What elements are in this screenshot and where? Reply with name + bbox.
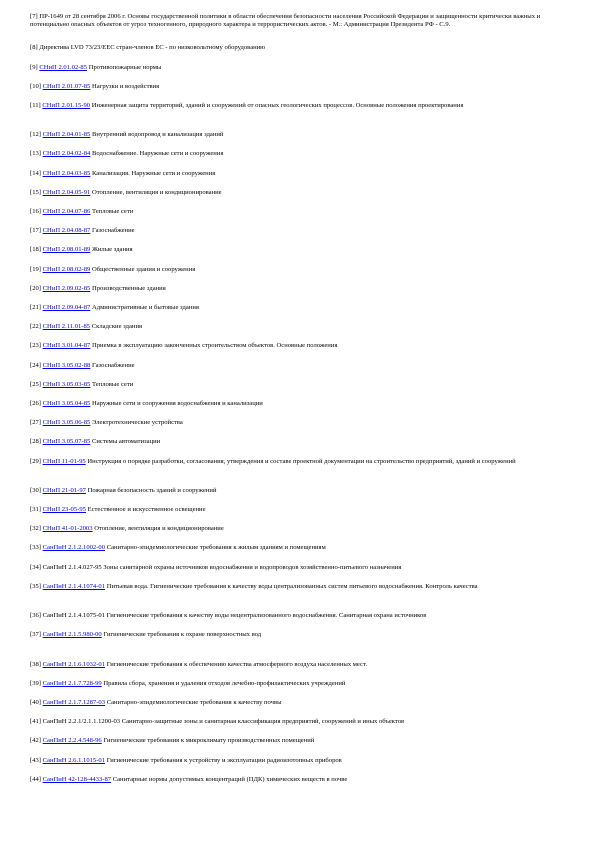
reference-number: [19] bbox=[30, 265, 41, 273]
reference-number: [30] bbox=[30, 486, 41, 494]
reference-text: СанПиН 2.1.4.027-95 Зоны санитарной охраны источников водоснабжения и водопроводов хозяйственно-питьевого назначения bbox=[42, 563, 402, 571]
reference-number: [17] bbox=[30, 227, 41, 235]
reference-item bbox=[30, 170, 570, 178]
reference-code-link[interactable]: СНиП 3.05.03-85 bbox=[42, 380, 91, 388]
reference-number: [29] bbox=[30, 457, 41, 465]
reference-number: [40] bbox=[30, 698, 41, 706]
reference-text: Водоснабжение. Наружные сети и сооружения bbox=[91, 150, 224, 158]
reference-number: [18] bbox=[30, 246, 41, 254]
reference-item bbox=[30, 246, 570, 254]
reference-item bbox=[30, 381, 570, 389]
reference-text: Инженерная защита территорий, зданий и сооружений от опасных геологических процессов. Основные положения проектирования bbox=[91, 102, 464, 110]
reference-item bbox=[30, 583, 570, 591]
reference-number: [38] bbox=[30, 660, 41, 668]
reference-number: [23] bbox=[30, 342, 41, 350]
reference-code-link[interactable]: СНиП 2.01.02-85 bbox=[39, 63, 88, 71]
reference-number: [10] bbox=[30, 82, 41, 90]
reference-text: Санитарные нормы допустимых концентраций (ПДК) химических веществ в почве bbox=[112, 775, 348, 783]
reference-item bbox=[30, 400, 570, 408]
reference-text: Противопожарные нормы bbox=[88, 63, 162, 71]
reference-text: Электротехнические устройства bbox=[91, 419, 183, 427]
reference-number: [12] bbox=[30, 131, 41, 139]
reference-number: [21] bbox=[30, 304, 41, 312]
reference-item bbox=[30, 718, 570, 726]
reference-item bbox=[30, 13, 570, 29]
reference-text: Тепловые сети bbox=[91, 380, 134, 388]
reference-text: Питьевая вода. Гигиенические требования к качеству воды централизованных систем питьевого водоснабжения. Контроль качества bbox=[106, 582, 478, 590]
reference-number: [11] bbox=[30, 102, 41, 110]
reference-code-link[interactable]: СНиП 3.01.04-87 bbox=[42, 342, 91, 350]
reference-text: Канализация. Наружные сети и сооружения bbox=[91, 169, 216, 177]
reference-number: [25] bbox=[30, 380, 41, 388]
reference-item bbox=[30, 776, 570, 784]
reference-number: [32] bbox=[30, 525, 41, 533]
reference-code-link[interactable]: СНиП 11-01-95 bbox=[42, 457, 86, 465]
reference-number: [20] bbox=[30, 284, 41, 292]
reference-code-link[interactable]: СанПиН 2.1.6.1032-01 bbox=[42, 660, 106, 668]
reference-number: [33] bbox=[30, 544, 41, 552]
reference-item bbox=[30, 564, 570, 572]
reference-item bbox=[30, 102, 570, 110]
references-list bbox=[30, 13, 570, 795]
reference-number: [8] bbox=[30, 44, 38, 52]
reference-item bbox=[30, 737, 570, 745]
reference-item bbox=[30, 227, 570, 235]
reference-text: Правила сбора, хранения и удаления отходов лечебно-профилактических учреждений bbox=[103, 679, 346, 687]
reference-number: [31] bbox=[30, 506, 41, 514]
reference-item bbox=[30, 362, 570, 370]
reference-number: [15] bbox=[30, 188, 41, 196]
reference-item bbox=[30, 208, 570, 216]
reference-number: [35] bbox=[30, 582, 41, 590]
reference-number: [16] bbox=[30, 208, 41, 216]
reference-number: [44] bbox=[30, 775, 41, 783]
reference-text: Санитарно-эпидемиологические требования к жилым зданиям и помещениям bbox=[106, 544, 326, 552]
reference-number: [26] bbox=[30, 400, 41, 408]
reference-number: [42] bbox=[30, 737, 41, 745]
reference-item bbox=[30, 525, 570, 533]
reference-item bbox=[30, 612, 570, 620]
reference-item bbox=[30, 680, 570, 688]
reference-number: [9] bbox=[30, 63, 38, 71]
reference-code-link[interactable]: СНиП 2.11.01-85 bbox=[42, 323, 91, 331]
reference-item bbox=[30, 438, 570, 446]
reference-text: Гигиенические требования к микроклимату производственных помещений bbox=[103, 737, 315, 745]
reference-text: Газоснабжение bbox=[91, 361, 135, 369]
reference-number: [41] bbox=[30, 718, 41, 726]
reference-text: Нагрузки и воздействия bbox=[91, 82, 160, 90]
reference-item bbox=[30, 757, 570, 765]
reference-item bbox=[30, 150, 570, 158]
reference-number: [24] bbox=[30, 361, 41, 369]
reference-number: [28] bbox=[30, 438, 41, 446]
reference-code-link[interactable]: СНиП 2.04.08-87 bbox=[42, 227, 91, 235]
reference-text: Складские здания bbox=[91, 323, 143, 331]
reference-text: Общественные здания и сооружения bbox=[91, 265, 196, 273]
reference-number: [43] bbox=[30, 756, 41, 764]
reference-text: Гигиенические требования к обеспечению качества атмосферного воздуха населенных мест. bbox=[106, 660, 367, 668]
reference-text: Производственные здания bbox=[91, 284, 166, 292]
reference-text: Директива LVD 73/23/EEC стран-членов ЕС - по низковольтному оборудованию bbox=[39, 44, 266, 52]
reference-code-link[interactable]: СанПиН 2.1.2.1002-00 bbox=[42, 544, 106, 552]
reference-item bbox=[30, 323, 570, 331]
reference-code-link[interactable]: СанПиН 2.6.1.1015-01 bbox=[42, 756, 106, 764]
reference-item bbox=[30, 661, 570, 669]
reference-code-link[interactable]: СНиП 2.04.05-91 bbox=[42, 188, 91, 196]
reference-text: Приемка в эксплуатацию законченных строительством объектов. Основные положения bbox=[91, 342, 338, 350]
reference-item bbox=[30, 304, 570, 312]
reference-code-link[interactable]: СНиП 3.05.07-85 bbox=[42, 438, 91, 446]
reference-item bbox=[30, 419, 570, 427]
reference-number: [36] bbox=[30, 612, 41, 620]
reference-item bbox=[30, 342, 570, 350]
reference-item bbox=[30, 487, 570, 495]
reference-code-link[interactable]: СНиП 2.01.07-85 bbox=[42, 82, 91, 90]
reference-text: Наружные сети и сооружения водоснабжения и канализации bbox=[91, 400, 263, 408]
reference-text: Гигиенические требования к устройству и эксплуатации радиоизотопных приборов bbox=[106, 756, 342, 764]
reference-item bbox=[30, 631, 570, 639]
reference-text: Гигиенические требования к охране поверхностных вод bbox=[103, 631, 262, 639]
reference-code-link[interactable]: СНиП 2.04.02-84 bbox=[42, 150, 91, 158]
reference-text: СанПиН 2.1.4.1075-01 Гигиенические требования к качеству воды нецентрализованного водоснабжения. Санитарная охрана источников bbox=[42, 612, 427, 620]
reference-number: [22] bbox=[30, 323, 41, 331]
reference-number: [37] bbox=[30, 631, 41, 639]
reference-text: Внутренний водопровод и канализация зданий bbox=[91, 131, 224, 139]
reference-item bbox=[30, 83, 570, 91]
reference-text: Отопление, вентиляция и кондиционирование bbox=[91, 188, 222, 196]
reference-text: ПР-1649 от 28 сентября 2006 г. Основы государственной политики в области обеспечения безопасности населения Российской Федерации и защищенности критически важных и потенциально опасных объектов от угроз техногенного, природного характера и террористических актов. - М.: Администрация Президента РФ - С.9. bbox=[30, 13, 541, 29]
reference-text: Инструкция о порядке разработки, согласования, утверждения и составе проектной документации на строительство предприятий, зданий и сооружений bbox=[87, 457, 516, 465]
reference-code-link[interactable]: СНиП 2.08.01-89 bbox=[42, 246, 91, 254]
reference-code-link[interactable]: СНиП 41-01-2003 bbox=[42, 525, 93, 533]
reference-number: [34] bbox=[30, 563, 41, 571]
reference-code-link[interactable]: СНиП 2.01.15-90 bbox=[42, 102, 91, 110]
reference-code-link[interactable]: СНиП 2.04.07-86 bbox=[42, 208, 91, 216]
reference-item bbox=[30, 266, 570, 274]
reference-text: Газоснабжение bbox=[91, 227, 135, 235]
reference-text: Пожарная безопасность зданий и сооружений bbox=[87, 486, 217, 494]
reference-code-link[interactable]: СНиП 2.09.02-85 bbox=[42, 284, 91, 292]
reference-code-link[interactable]: СНиП 3.05.04-85 bbox=[42, 400, 91, 408]
reference-number: [7] bbox=[30, 13, 38, 20]
reference-text: Санитарно-эпидемиологические требования к качеству почвы bbox=[106, 698, 282, 706]
reference-item bbox=[30, 64, 570, 72]
reference-item bbox=[30, 285, 570, 293]
reference-code-link[interactable]: СНиП 2.04.01-85 bbox=[42, 131, 91, 139]
reference-code-link[interactable]: СНиП 21-01-97 bbox=[42, 486, 86, 494]
reference-code-link[interactable]: СанПиН 42-128-4433-87 bbox=[42, 775, 112, 783]
reference-text: Системы автоматизации bbox=[91, 438, 161, 446]
reference-number: [13] bbox=[30, 150, 41, 158]
reference-number: [27] bbox=[30, 419, 41, 427]
reference-code-link[interactable]: СНиП 23-05-95 bbox=[42, 506, 86, 514]
reference-code-link[interactable]: СНиП 2.04.03-85 bbox=[42, 169, 91, 177]
reference-item bbox=[30, 44, 570, 52]
reference-code-link[interactable]: СанПиН 2.1.7.728-99 bbox=[42, 679, 102, 687]
reference-item bbox=[30, 458, 570, 466]
reference-code-link[interactable]: СНиП 3.05.02-88 bbox=[42, 361, 91, 369]
reference-number: [39] bbox=[30, 679, 41, 687]
reference-code-link[interactable]: СанПиН 2.1.7.1287-03 bbox=[42, 698, 106, 706]
reference-code-link[interactable]: СНиП 2.08.02-89 bbox=[42, 265, 91, 273]
reference-item bbox=[30, 506, 570, 514]
reference-code-link[interactable]: СНиП 3.05.06-85 bbox=[42, 419, 91, 427]
reference-item bbox=[30, 189, 570, 197]
reference-text: Отопление, вентиляция и кондиционирование bbox=[94, 525, 224, 533]
reference-item bbox=[30, 699, 570, 707]
reference-item bbox=[30, 544, 570, 552]
reference-text: Жилые здания bbox=[91, 246, 133, 254]
reference-text: Административные и бытовые здания bbox=[91, 304, 199, 312]
reference-code-link[interactable]: СанПиН 2.1.5.980-00 bbox=[42, 631, 102, 639]
reference-number: [14] bbox=[30, 169, 41, 177]
reference-text: СанПиН 2.2.1/2.1.1.1200-03 Санитарно-защитные зоны и санитарная классификация предприятий, сооружений и иных объектов bbox=[42, 718, 405, 726]
reference-code-link[interactable]: СанПиН 2.2.4.548-96 bbox=[42, 737, 102, 745]
reference-code-link[interactable]: СНиП 2.09.04-87 bbox=[42, 304, 91, 312]
reference-item bbox=[30, 131, 570, 139]
reference-code-link[interactable]: СанПиН 2.1.4.1074-01 bbox=[42, 582, 106, 590]
reference-text: Тепловые сети bbox=[91, 208, 134, 216]
reference-text: Естественное и искусственное освещение bbox=[87, 506, 206, 514]
